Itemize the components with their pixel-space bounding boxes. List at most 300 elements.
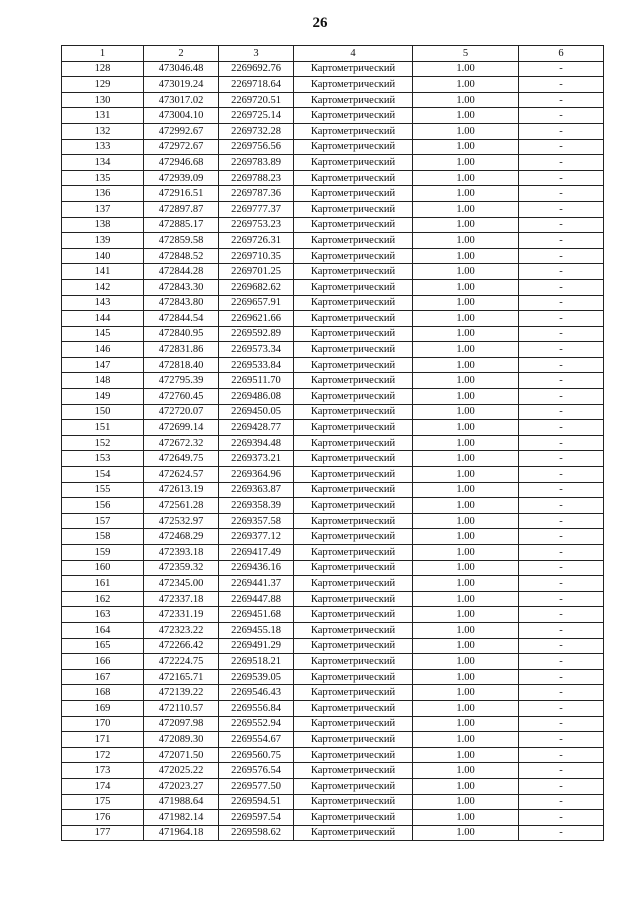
note-cell: - <box>519 669 604 685</box>
point-number-cell: 175 <box>62 794 144 810</box>
note-cell: - <box>519 373 604 389</box>
point-number-cell: 139 <box>62 233 144 249</box>
table-row <box>62 622 604 638</box>
note-cell: - <box>519 716 604 732</box>
method-cell: Картометрический <box>294 373 413 389</box>
table-row <box>62 61 604 77</box>
table-row <box>62 326 604 342</box>
point-number-cell: 157 <box>62 513 144 529</box>
point-number-cell: 163 <box>62 607 144 623</box>
table-row <box>62 732 604 748</box>
y-coordinate-cell: 2269447.88 <box>219 591 294 607</box>
accuracy-cell: 1.00 <box>413 560 519 576</box>
accuracy-cell: 1.00 <box>413 529 519 545</box>
note-cell: - <box>519 576 604 592</box>
x-coordinate-cell: 472624.57 <box>144 467 219 483</box>
table-row <box>62 545 604 561</box>
note-cell: - <box>519 108 604 124</box>
x-coordinate-cell: 471964.18 <box>144 825 219 841</box>
point-number-cell: 176 <box>62 810 144 826</box>
accuracy-cell: 1.00 <box>413 716 519 732</box>
accuracy-cell: 1.00 <box>413 420 519 436</box>
accuracy-cell: 1.00 <box>413 373 519 389</box>
note-cell: - <box>519 778 604 794</box>
x-coordinate-cell: 472468.29 <box>144 529 219 545</box>
note-cell: - <box>519 279 604 295</box>
note-cell: - <box>519 326 604 342</box>
y-coordinate-cell: 2269753.23 <box>219 217 294 233</box>
y-coordinate-cell: 2269594.51 <box>219 794 294 810</box>
note-cell: - <box>519 139 604 155</box>
y-coordinate-cell: 2269592.89 <box>219 326 294 342</box>
note-cell: - <box>519 622 604 638</box>
page-number: 26 <box>312 15 328 31</box>
point-number-cell: 154 <box>62 467 144 483</box>
point-number-cell: 137 <box>62 201 144 217</box>
method-cell: Картометрический <box>294 326 413 342</box>
x-coordinate-cell: 472097.98 <box>144 716 219 732</box>
y-coordinate-cell: 2269560.75 <box>219 747 294 763</box>
point-number-cell: 160 <box>62 560 144 576</box>
x-coordinate-cell: 472649.75 <box>144 451 219 467</box>
point-number-cell: 150 <box>62 404 144 420</box>
table-row <box>62 404 604 420</box>
method-cell: Картометрический <box>294 810 413 826</box>
method-cell: Картометрический <box>294 732 413 748</box>
table-row <box>62 482 604 498</box>
point-number-cell: 135 <box>62 170 144 186</box>
accuracy-cell: 1.00 <box>413 342 519 358</box>
method-cell: Картометрический <box>294 545 413 561</box>
x-coordinate-cell: 473019.24 <box>144 77 219 93</box>
method-cell: Картометрический <box>294 233 413 249</box>
point-number-cell: 130 <box>62 92 144 108</box>
y-coordinate-cell: 2269783.89 <box>219 155 294 171</box>
point-number-cell: 156 <box>62 498 144 514</box>
y-coordinate-cell: 2269682.62 <box>219 279 294 295</box>
y-coordinate-cell: 2269436.16 <box>219 560 294 576</box>
x-coordinate-cell: 472840.95 <box>144 326 219 342</box>
point-number-cell: 152 <box>62 435 144 451</box>
table-row <box>62 420 604 436</box>
accuracy-cell: 1.00 <box>413 92 519 108</box>
note-cell: - <box>519 404 604 420</box>
method-cell: Картометрический <box>294 342 413 358</box>
accuracy-cell: 1.00 <box>413 170 519 186</box>
point-number-cell: 172 <box>62 747 144 763</box>
table-row <box>62 233 604 249</box>
x-coordinate-cell: 472266.42 <box>144 638 219 654</box>
table-row <box>62 685 604 701</box>
x-coordinate-cell: 472224.75 <box>144 654 219 670</box>
accuracy-cell: 1.00 <box>413 732 519 748</box>
method-cell: Картометрический <box>294 622 413 638</box>
note-cell: - <box>519 467 604 483</box>
note-cell: - <box>519 654 604 670</box>
accuracy-cell: 1.00 <box>413 139 519 155</box>
point-number-cell: 164 <box>62 622 144 638</box>
y-coordinate-cell: 2269788.23 <box>219 170 294 186</box>
point-number-cell: 140 <box>62 248 144 264</box>
accuracy-cell: 1.00 <box>413 763 519 779</box>
accuracy-cell: 1.00 <box>413 389 519 405</box>
method-cell: Картометрический <box>294 186 413 202</box>
x-coordinate-cell: 472393.18 <box>144 545 219 561</box>
column-header: 3 <box>219 46 294 62</box>
method-cell: Картометрический <box>294 654 413 670</box>
accuracy-cell: 1.00 <box>413 700 519 716</box>
accuracy-cell: 1.00 <box>413 186 519 202</box>
method-cell: Картометрический <box>294 248 413 264</box>
point-number-cell: 159 <box>62 545 144 561</box>
method-cell: Картометрический <box>294 123 413 139</box>
note-cell: - <box>519 342 604 358</box>
point-number-cell: 162 <box>62 591 144 607</box>
accuracy-cell: 1.00 <box>413 513 519 529</box>
x-coordinate-cell: 472561.28 <box>144 498 219 514</box>
table-row <box>62 217 604 233</box>
x-coordinate-cell: 472818.40 <box>144 357 219 373</box>
y-coordinate-cell: 2269657.91 <box>219 295 294 311</box>
note-cell: - <box>519 810 604 826</box>
note-cell: - <box>519 482 604 498</box>
y-coordinate-cell: 2269552.94 <box>219 716 294 732</box>
note-cell: - <box>519 92 604 108</box>
point-number-cell: 173 <box>62 763 144 779</box>
x-coordinate-cell: 471982.14 <box>144 810 219 826</box>
note-cell: - <box>519 170 604 186</box>
y-coordinate-cell: 2269756.56 <box>219 139 294 155</box>
table-row <box>62 654 604 670</box>
y-coordinate-cell: 2269358.39 <box>219 498 294 514</box>
y-coordinate-cell: 2269511.70 <box>219 373 294 389</box>
note-cell: - <box>519 529 604 545</box>
y-coordinate-cell: 2269357.58 <box>219 513 294 529</box>
point-number-cell: 171 <box>62 732 144 748</box>
accuracy-cell: 1.00 <box>413 638 519 654</box>
accuracy-cell: 1.00 <box>413 233 519 249</box>
x-coordinate-cell: 472025.22 <box>144 763 219 779</box>
table-header <box>62 46 604 62</box>
note-cell: - <box>519 560 604 576</box>
x-coordinate-cell: 472844.54 <box>144 311 219 327</box>
point-number-cell: 133 <box>62 139 144 155</box>
method-cell: Картометрический <box>294 404 413 420</box>
accuracy-cell: 1.00 <box>413 747 519 763</box>
note-cell: - <box>519 217 604 233</box>
table-row <box>62 778 604 794</box>
point-number-cell: 167 <box>62 669 144 685</box>
column-header: 5 <box>413 46 519 62</box>
y-coordinate-cell: 2269777.37 <box>219 201 294 217</box>
x-coordinate-cell: 472946.68 <box>144 155 219 171</box>
table-row <box>62 716 604 732</box>
table-row <box>62 669 604 685</box>
y-coordinate-cell: 2269491.29 <box>219 638 294 654</box>
y-coordinate-cell: 2269518.21 <box>219 654 294 670</box>
note-cell: - <box>519 763 604 779</box>
x-coordinate-cell: 473017.02 <box>144 92 219 108</box>
x-coordinate-cell: 472720.07 <box>144 404 219 420</box>
accuracy-cell: 1.00 <box>413 607 519 623</box>
point-number-cell: 166 <box>62 654 144 670</box>
method-cell: Картометрический <box>294 747 413 763</box>
y-coordinate-cell: 2269533.84 <box>219 357 294 373</box>
point-number-cell: 144 <box>62 311 144 327</box>
note-cell: - <box>519 295 604 311</box>
method-cell: Картометрический <box>294 170 413 186</box>
accuracy-cell: 1.00 <box>413 669 519 685</box>
table-row <box>62 248 604 264</box>
y-coordinate-cell: 2269417.49 <box>219 545 294 561</box>
table-row <box>62 77 604 93</box>
table-row <box>62 529 604 545</box>
method-cell: Картометрический <box>294 357 413 373</box>
accuracy-cell: 1.00 <box>413 545 519 561</box>
point-number-cell: 131 <box>62 108 144 124</box>
table-row <box>62 747 604 763</box>
note-cell: - <box>519 311 604 327</box>
note-cell: - <box>519 233 604 249</box>
table-row <box>62 467 604 483</box>
y-coordinate-cell: 2269720.51 <box>219 92 294 108</box>
note-cell: - <box>519 732 604 748</box>
accuracy-cell: 1.00 <box>413 794 519 810</box>
y-coordinate-cell: 2269573.34 <box>219 342 294 358</box>
y-coordinate-cell: 2269554.67 <box>219 732 294 748</box>
table-row <box>62 451 604 467</box>
x-coordinate-cell: 472672.32 <box>144 435 219 451</box>
y-coordinate-cell: 2269441.37 <box>219 576 294 592</box>
method-cell: Картометрический <box>294 389 413 405</box>
accuracy-cell: 1.00 <box>413 810 519 826</box>
x-coordinate-cell: 472885.17 <box>144 217 219 233</box>
y-coordinate-cell: 2269598.62 <box>219 825 294 841</box>
table-row <box>62 170 604 186</box>
y-coordinate-cell: 2269373.21 <box>219 451 294 467</box>
note-cell: - <box>519 155 604 171</box>
point-number-cell: 146 <box>62 342 144 358</box>
table-row <box>62 342 604 358</box>
note-cell: - <box>519 794 604 810</box>
method-cell: Картометрический <box>294 825 413 841</box>
note-cell: - <box>519 435 604 451</box>
point-number-cell: 136 <box>62 186 144 202</box>
y-coordinate-cell: 2269394.48 <box>219 435 294 451</box>
point-number-cell: 177 <box>62 825 144 841</box>
note-cell: - <box>519 389 604 405</box>
note-cell: - <box>519 77 604 93</box>
x-coordinate-cell: 472897.87 <box>144 201 219 217</box>
point-number-cell: 174 <box>62 778 144 794</box>
accuracy-cell: 1.00 <box>413 155 519 171</box>
point-number-cell: 129 <box>62 77 144 93</box>
method-cell: Картометрический <box>294 482 413 498</box>
y-coordinate-cell: 2269732.28 <box>219 123 294 139</box>
y-coordinate-cell: 2269577.50 <box>219 778 294 794</box>
method-cell: Картометрический <box>294 61 413 77</box>
method-cell: Картометрический <box>294 264 413 280</box>
method-cell: Картометрический <box>294 217 413 233</box>
method-cell: Картометрический <box>294 794 413 810</box>
x-coordinate-cell: 472939.09 <box>144 170 219 186</box>
point-number-cell: 161 <box>62 576 144 592</box>
x-coordinate-cell: 472532.97 <box>144 513 219 529</box>
accuracy-cell: 1.00 <box>413 311 519 327</box>
x-coordinate-cell: 472992.67 <box>144 123 219 139</box>
note-cell: - <box>519 545 604 561</box>
accuracy-cell: 1.00 <box>413 482 519 498</box>
x-coordinate-cell: 472760.45 <box>144 389 219 405</box>
point-number-cell: 128 <box>62 61 144 77</box>
x-coordinate-cell: 472831.86 <box>144 342 219 358</box>
accuracy-cell: 1.00 <box>413 77 519 93</box>
method-cell: Картометрический <box>294 685 413 701</box>
note-cell: - <box>519 638 604 654</box>
note-cell: - <box>519 747 604 763</box>
note-cell: - <box>519 700 604 716</box>
table-row <box>62 591 604 607</box>
y-coordinate-cell: 2269556.84 <box>219 700 294 716</box>
table-row <box>62 123 604 139</box>
x-coordinate-cell: 472848.52 <box>144 248 219 264</box>
y-coordinate-cell: 2269701.25 <box>219 264 294 280</box>
point-number-cell: 142 <box>62 279 144 295</box>
point-number-cell: 148 <box>62 373 144 389</box>
table-row <box>62 560 604 576</box>
note-cell: - <box>519 123 604 139</box>
coordinates-table <box>61 45 604 841</box>
point-number-cell: 138 <box>62 217 144 233</box>
method-cell: Картометрический <box>294 139 413 155</box>
table-row <box>62 498 604 514</box>
x-coordinate-cell: 472331.19 <box>144 607 219 623</box>
method-cell: Картометрический <box>294 778 413 794</box>
table-row <box>62 513 604 529</box>
note-cell: - <box>519 248 604 264</box>
note-cell: - <box>519 607 604 623</box>
method-cell: Картометрический <box>294 311 413 327</box>
y-coordinate-cell: 2269718.64 <box>219 77 294 93</box>
y-coordinate-cell: 2269576.54 <box>219 763 294 779</box>
table-row <box>62 295 604 311</box>
method-cell: Картометрический <box>294 92 413 108</box>
y-coordinate-cell: 2269451.68 <box>219 607 294 623</box>
table-row <box>62 139 604 155</box>
point-number-cell: 134 <box>62 155 144 171</box>
accuracy-cell: 1.00 <box>413 622 519 638</box>
method-cell: Картометрический <box>294 591 413 607</box>
table-row <box>62 155 604 171</box>
y-coordinate-cell: 2269710.35 <box>219 248 294 264</box>
table-row <box>62 373 604 389</box>
method-cell: Картометрический <box>294 498 413 514</box>
y-coordinate-cell: 2269377.12 <box>219 529 294 545</box>
table-body <box>62 61 604 841</box>
x-coordinate-cell: 472916.51 <box>144 186 219 202</box>
method-cell: Картометрический <box>294 420 413 436</box>
point-number-cell: 149 <box>62 389 144 405</box>
accuracy-cell: 1.00 <box>413 498 519 514</box>
column-header: 4 <box>294 46 413 62</box>
method-cell: Картометрический <box>294 435 413 451</box>
method-cell: Картометрический <box>294 451 413 467</box>
method-cell: Картометрический <box>294 576 413 592</box>
point-number-cell: 165 <box>62 638 144 654</box>
x-coordinate-cell: 472139.22 <box>144 685 219 701</box>
x-coordinate-cell: 472165.71 <box>144 669 219 685</box>
y-coordinate-cell: 2269725.14 <box>219 108 294 124</box>
method-cell: Картометрический <box>294 279 413 295</box>
table-row <box>62 825 604 841</box>
table-row <box>62 638 604 654</box>
accuracy-cell: 1.00 <box>413 123 519 139</box>
note-cell: - <box>519 264 604 280</box>
table-row <box>62 763 604 779</box>
note-cell: - <box>519 451 604 467</box>
x-coordinate-cell: 472023.27 <box>144 778 219 794</box>
method-cell: Картометрический <box>294 763 413 779</box>
point-number-cell: 170 <box>62 716 144 732</box>
y-coordinate-cell: 2269450.05 <box>219 404 294 420</box>
y-coordinate-cell: 2269486.08 <box>219 389 294 405</box>
accuracy-cell: 1.00 <box>413 357 519 373</box>
column-header: 1 <box>62 46 144 62</box>
table-row <box>62 435 604 451</box>
x-coordinate-cell: 472699.14 <box>144 420 219 436</box>
table-row <box>62 186 604 202</box>
note-cell: - <box>519 61 604 77</box>
note-cell: - <box>519 513 604 529</box>
point-number-cell: 141 <box>62 264 144 280</box>
point-number-cell: 147 <box>62 357 144 373</box>
accuracy-cell: 1.00 <box>413 248 519 264</box>
accuracy-cell: 1.00 <box>413 435 519 451</box>
x-coordinate-cell: 473046.48 <box>144 61 219 77</box>
note-cell: - <box>519 201 604 217</box>
column-header: 2 <box>144 46 219 62</box>
table-row <box>62 700 604 716</box>
table-row <box>62 607 604 623</box>
method-cell: Картометрический <box>294 295 413 311</box>
y-coordinate-cell: 2269363.87 <box>219 482 294 498</box>
method-cell: Картометрический <box>294 607 413 623</box>
x-coordinate-cell: 472843.80 <box>144 295 219 311</box>
accuracy-cell: 1.00 <box>413 108 519 124</box>
point-number-cell: 155 <box>62 482 144 498</box>
table-row <box>62 108 604 124</box>
table-row <box>62 357 604 373</box>
x-coordinate-cell: 473004.10 <box>144 108 219 124</box>
accuracy-cell: 1.00 <box>413 685 519 701</box>
x-coordinate-cell: 472795.39 <box>144 373 219 389</box>
accuracy-cell: 1.00 <box>413 295 519 311</box>
method-cell: Картометрический <box>294 155 413 171</box>
point-number-cell: 143 <box>62 295 144 311</box>
method-cell: Картометрический <box>294 529 413 545</box>
y-coordinate-cell: 2269787.36 <box>219 186 294 202</box>
accuracy-cell: 1.00 <box>413 326 519 342</box>
table-row <box>62 201 604 217</box>
note-cell: - <box>519 498 604 514</box>
point-number-cell: 145 <box>62 326 144 342</box>
method-cell: Картометрический <box>294 700 413 716</box>
accuracy-cell: 1.00 <box>413 404 519 420</box>
x-coordinate-cell: 471988.64 <box>144 794 219 810</box>
x-coordinate-cell: 472844.28 <box>144 264 219 280</box>
method-cell: Картометрический <box>294 513 413 529</box>
x-coordinate-cell: 472859.58 <box>144 233 219 249</box>
